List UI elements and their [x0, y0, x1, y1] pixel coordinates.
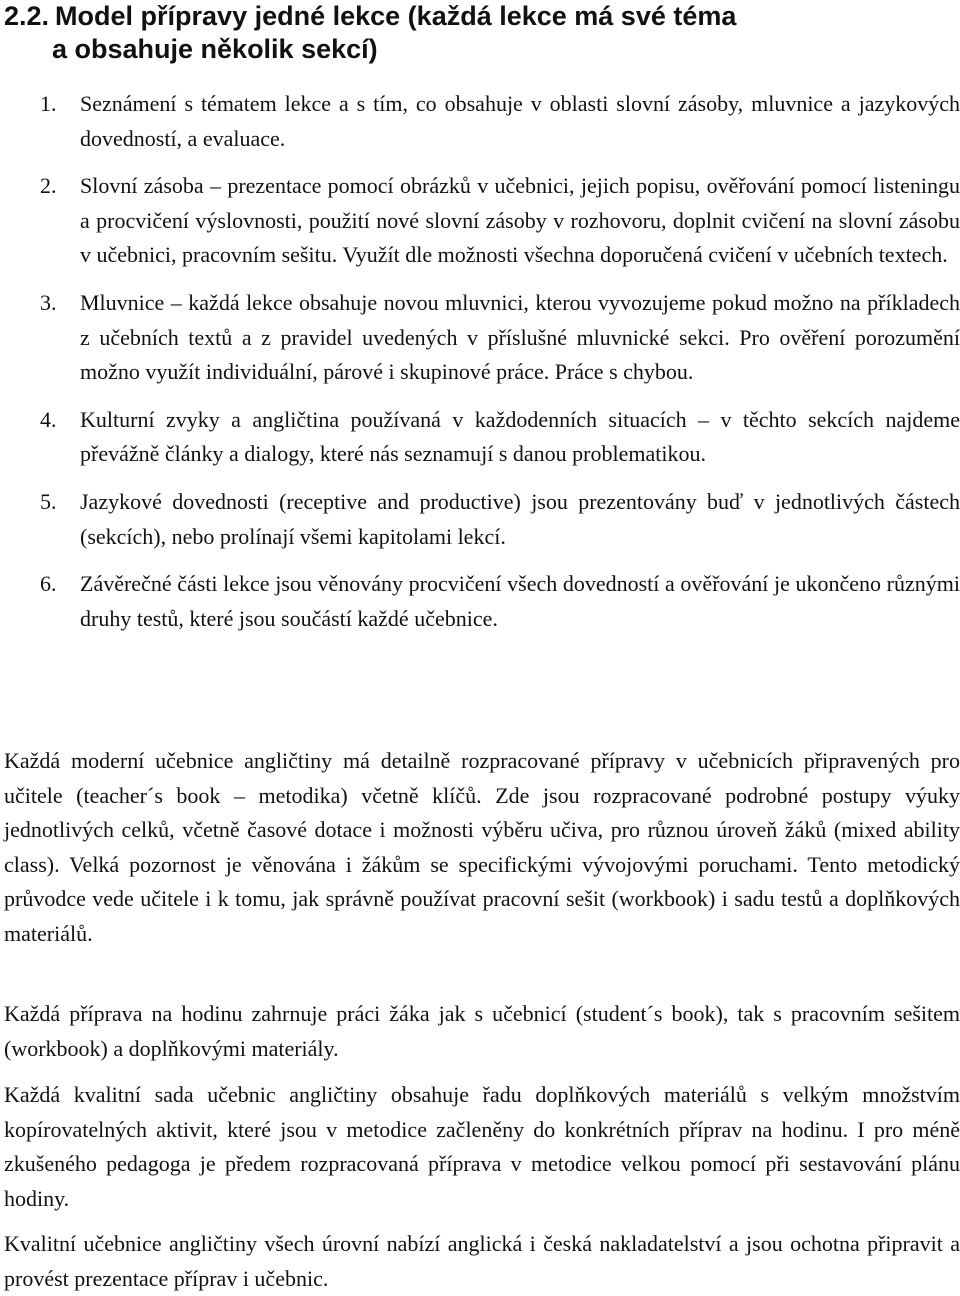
list-item-text: Mluvnice – každá lekce obsahuje novou mluvnici, kterou vyvozujeme pokud možno na příkladech z učebních textů a z pravidel uvedených v příslušné mluvnické sekci. Pro ověření porozumění možno využít individuální, párové i skupinové práce. Práce s chybou. [80, 289, 960, 385]
list-item [0, 87, 960, 156]
section-title-line-1: Model přípravy jedné lekce (každá lekce má své téma [55, 1, 737, 31]
list-item [0, 567, 960, 636]
list-item [0, 169, 960, 273]
body-paragraph: Každá moderní učebnice angličtiny má detailně rozpracované přípravy v učebnicích připravených pro učitele (teacher´s book – metodika) včetně klíčů. Zde jsou rozpracované podrobné postupy výuky jednotlivých celků, včetně časové dotace i možnosti výběru učiva, pro různou úroveň žáků (mixed ability class). Velká pozornost je věnována i žákům se specifickými vývojovými poruchami. Tento metodický průvodce vede učitele i k tomu, jak správně používat pracovní sešit (workbook) i sadu testů a doplňkových materiálů. [4, 748, 960, 946]
list-item [0, 286, 960, 390]
body-paragraph: Každá příprava na hodinu zahrnuje práci žáka jak s učebnicí (student´s book), tak s pracovním sešitem (workbook) a doplňkovými materiály. [4, 1001, 960, 1061]
section-number: 2.2. [4, 1, 50, 31]
list-item-number: 2. [40, 173, 57, 199]
list-item-text: Jazykové dovednosti (receptive and productive) jsou prezentovány buď v jednotlivých částech (sekcích), nebo prolínají všemi kapitolami lekcí. [80, 488, 960, 549]
section-title-line-2: a obsahuje několik sekcí) [52, 34, 378, 64]
list-item-text: Slovní zásoba – prezentace pomocí obrázků v učebnici, jejich popisu, ověřování pomocí listeningu a procvičení výslovnosti, použití nové slovní zásoby v rozhovoru, doplnit cvičení na slovní zásobu v učebnici, pracovním sešitu. Využít dle možnosti všechna doporučená cvičení v učebních textech. [80, 173, 960, 268]
list-item-number: 5. [40, 488, 57, 514]
list-item [0, 403, 960, 472]
list-item-text: Kulturní zvyky a angličtina používaná v každodenních situacích – v těchto sekcích najdeme převážně články a dialogy, které nás seznamují s danou problematikou. [80, 406, 960, 467]
list-item [0, 485, 960, 554]
list-item-text: Seznámení s tématem lekce a s tím, co obsahuje v oblasti slovní zásoby, mluvnice a jazykových dovedností, a evaluace. [80, 91, 960, 151]
lesson-sections-list [0, 87, 960, 649]
list-item-number: 3. [40, 289, 57, 315]
section-heading [4, 0, 934, 66]
list-item-text: Závěrečné části lekce jsou věnovány procvičení všech dovedností a ověřování je ukončeno různými druhy testů, které jsou součástí každé učebnice. [80, 571, 960, 631]
list-item-number: 4. [40, 406, 57, 432]
list-item-number: 1. [40, 91, 57, 116]
body-paragraph: Každá kvalitní sada učebnic angličtiny obsahuje řadu doplňkových materiálů s velkým množstvím kopírovatelných aktivit, které jsou v metodice začleněny do konkrétních příprav na hodinu. I pro méně zkušeného pedagoga je předem rozpracovaná příprava v metodice velkou pomocí při sestavování plánu hodiny. [4, 1082, 960, 1211]
list-item-number: 6. [40, 571, 57, 597]
body-paragraph: Kvalitní učebnice angličtiny všech úrovní nabízí anglická i česká nakladatelství a jsou ochotna připravit a provést prezentace příprav i učebnic. [4, 1231, 960, 1291]
